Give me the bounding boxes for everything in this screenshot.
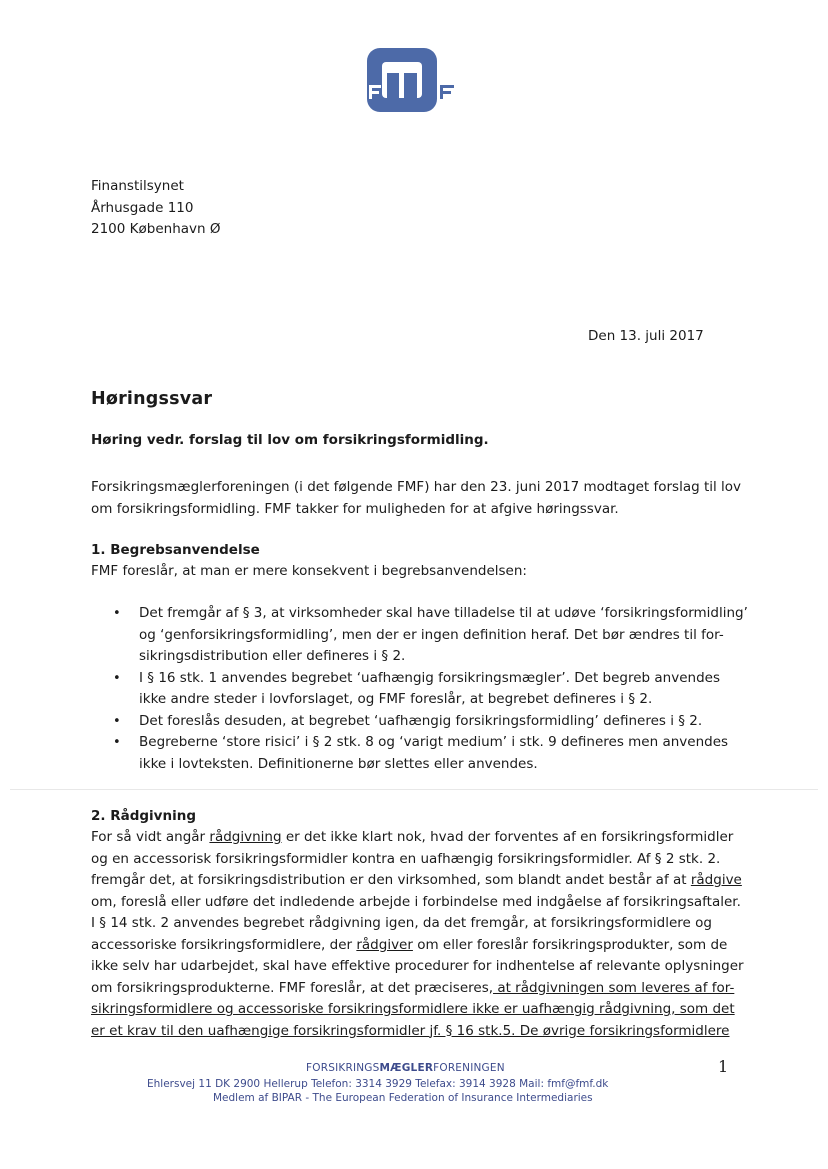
- bullet-item: [113, 711, 733, 733]
- paragraph-line: For så vidt angår rådgivning er det ikke klart nok, hvad der forventes af en forsikringsformidler: [91, 829, 734, 845]
- section-2-heading: 2. Rådgivning: [91, 808, 196, 824]
- bullet-icon: •: [113, 606, 121, 621]
- intro-line: om forsikringsformidling. FMF takker for muligheden for at afgive høringssvar.: [91, 500, 619, 517]
- paragraph-line: accessoriske forsikringsformidlere, der rådgiver om eller foreslår forsikringsprodukter, som de: [91, 936, 728, 953]
- paragraph-line: I § 14 stk. 2 anvendes begrebet rådgivning igen, da det fremgår, at forsikringsformidlere og: [91, 915, 712, 931]
- paragraph-line: om, foreslå eller udføre det indledende arbejde i forbindelse med indgåelse af forsikringsaftaler.: [91, 893, 741, 910]
- paragraph-line: fremgår det, at forsikringsdistribution er den virksomhed, som blandt andet består af at rådgive: [91, 872, 742, 888]
- page-number: 1: [718, 1057, 729, 1076]
- footer-membership: Medlem af BIPAR - The European Federation of Insurance Intermediaries: [213, 1092, 593, 1104]
- bullet-item: [113, 603, 748, 668]
- letter-date: Den 13. juli 2017: [588, 328, 704, 344]
- bullet-item: [113, 668, 733, 711]
- paragraph-line: sikringsformidlere og accessoriske forsikringsformidlere ikke er uafhængig rådgivning, som det: [91, 1001, 735, 1017]
- footer-contact: Ehlersvej 11 DK 2900 Hellerup Telefon: 3314 3929 Telefax: 3914 3928 Mail: fmf@fmf.dk: [147, 1078, 609, 1090]
- recipient-street: Århusgade 110: [91, 199, 194, 216]
- bullet-line: sikringsdistribution eller defineres i § 2.: [139, 648, 406, 664]
- section-1-bullet-list: [113, 603, 748, 775]
- recipient-address: [91, 176, 220, 241]
- letter-subject: Høring vedr. forslag til lov om forsikringsformidling.: [91, 432, 489, 448]
- intro-line: Forsikringsmæglerforeningen (i det følgende FMF) har den 23. juni 2017 modtaget forslag til lov: [91, 479, 742, 495]
- bullet-line: Begreberne ‘store risici’ i § 2 stk. 8 og ‘varigt medium’ i stk. 9 defineres men anvendes: [139, 734, 729, 750]
- bullet-line: Det fremgår af § 3, at virksomheder skal have tilladelse til at udøve ‘forsikringsformidling’: [139, 605, 748, 621]
- bullet-icon: •: [113, 713, 121, 729]
- bullet-icon: •: [113, 670, 121, 686]
- bullet-icon: •: [113, 735, 121, 750]
- paragraph-line: er et krav til den uafhængige forsikringsformidler jf. § 16 stk.5. De øvrige forsikringsformidlere: [91, 1022, 730, 1039]
- section-1-lead: [91, 561, 731, 583]
- bullet-line: ikke i lovteksten. Definitionerne bør slettes eller anvendes.: [139, 755, 538, 772]
- section-2-paragraph: [91, 827, 744, 1042]
- paragraph-line: om forsikringsprodukterne. FMF foreslår, at det præciseres, at rådgivningen som leveres af for-: [91, 979, 735, 996]
- footer-organization: FORSIKRINGSMÆGLERFORENINGEN: [306, 1062, 505, 1074]
- section-1-lead-text: FMF foreslår, at man er mere konsekvent i begrebsanvendelsen:: [91, 563, 527, 579]
- section-1-heading: 1. Begrebsanvendelse: [91, 542, 260, 558]
- bullet-line: ikke andre steder i lovforslaget, og FMF foreslår, at begrebet defineres i § 2.: [139, 691, 653, 707]
- recipient-name: Finanstilsynet: [91, 178, 184, 194]
- bullet-item: [113, 732, 733, 775]
- letter-title: Høringssvar: [91, 389, 213, 409]
- bullet-line: Det foreslås desuden, at begrebet ‘uafhængig forsikringsformidling’ defineres i § 2.: [139, 712, 703, 729]
- intro-paragraph: [91, 477, 742, 520]
- scan-artifact-line: [10, 789, 818, 790]
- paragraph-line: ikke selv har udarbejdet, skal have effektive procedurer for indhentelse af relevante oplysninger: [91, 958, 744, 974]
- recipient-city: 2100 København Ø: [91, 221, 221, 237]
- paragraph-line: og en accessorisk forsikringsformidler kontra en uafhængig forsikringsformidler. Af § 2 stk. 2.: [91, 850, 721, 867]
- fmf-logo: [366, 47, 462, 113]
- bullet-line: og ‘genforsikringsformidling’, men der er ingen definition heraf. Det bør ændres til for-: [139, 626, 724, 643]
- bullet-line: I § 16 stk. 1 anvendes begrebet ‘uafhængig forsikringsmægler’. Det begreb anvendes: [139, 669, 720, 686]
